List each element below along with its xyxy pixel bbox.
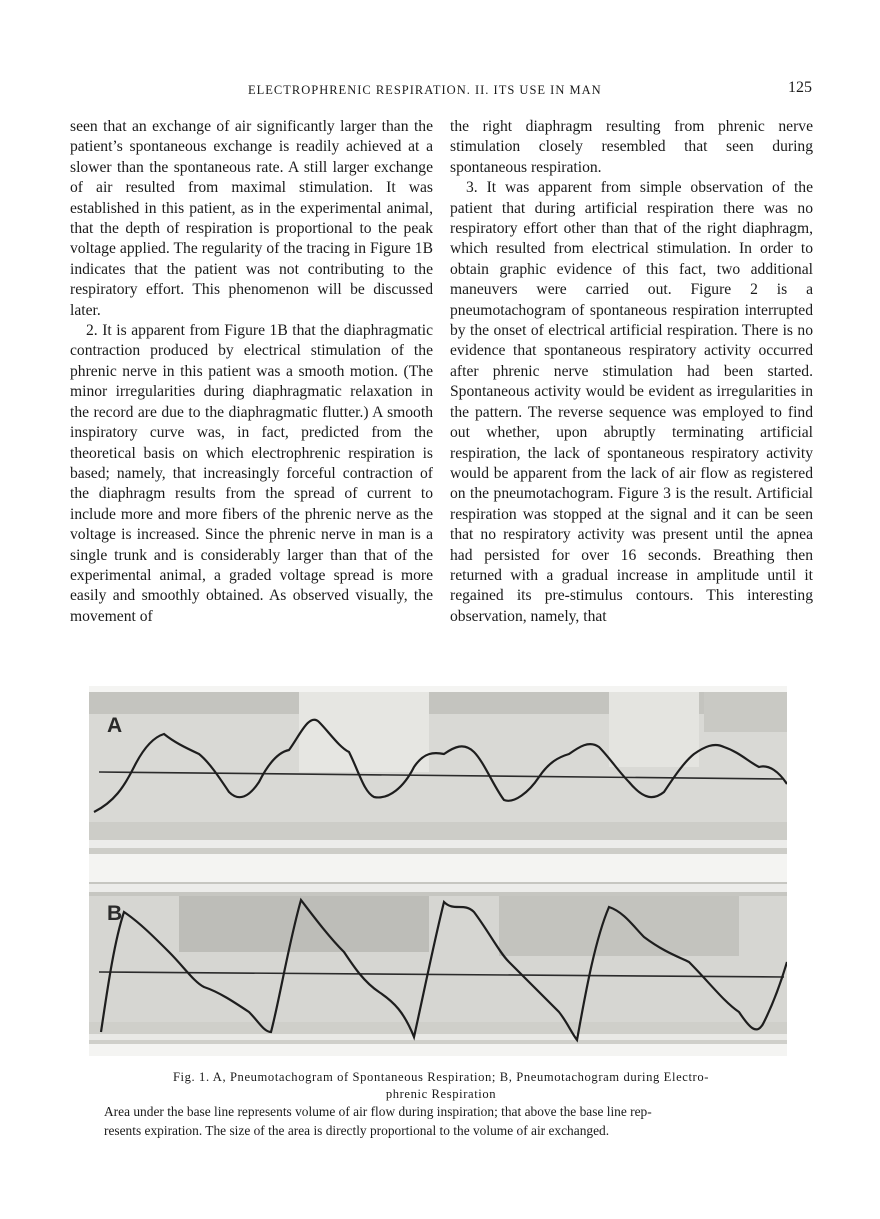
panel-a-sprocket-holes [89, 840, 787, 848]
left-column [70, 117, 433, 627]
caption-line-1: Fig. 1. A, Pneumotachogram of Spontaneous Respiration; B, Pneumotachogram during Electro- [172, 1070, 710, 1084]
figure-caption [80, 1069, 802, 1103]
right-column [450, 117, 813, 627]
panel-a-graph [89, 692, 787, 854]
panel-b-graph [89, 882, 787, 1044]
figure-1 [89, 686, 787, 1056]
right-paragraph-1: the right diaphragm resulting from phrenic nerve stimulation closely resembled that seen during spontaneous respiration. [450, 118, 813, 176]
left-paragraph-2: 2. It is apparent from Figure 1B that the diaphragmatic contraction produced by electrical stimulation of the phrenic nerve in this patient was a smooth motion. (The minor irregularities during diaphragmatic relaxation in the record are due to the diaphragmatic flutter.) A smooth inspiratory curve was, in fact, predicted from the theoretical basis on which electrophrenic respiration is based; namely, that increasingly forceful contraction of the diaphragm results from the spread of current to include more and more fibers of the phrenic nerve as the voltage is increased. Since the phrenic nerve in man is a single trunk and is considerably larger than that of the experimental animal, a graded voltage spread is more easily and smoothly obtained. As observed visually, the movement of [70, 322, 433, 625]
page-number: 125 [788, 79, 812, 96]
legend-line-2: resents expiration. The size of the area is directly proportional to the volume of air exchanged. [104, 1123, 610, 1138]
panel-b-label: B [107, 902, 123, 925]
panel-b [89, 882, 787, 1044]
left-paragraph-1: seen that an exchange of air significantly larger than the patient’s spontaneous exchange is readily achieved at a slower than the spontaneous rate. A still larger exchange of air resulted from maximal stimulation. It was established in this patient, as in the experimental animal, that the depth of respiration is proportional to the peak voltage applied. The regularity of the tracing in Figure 1B indicates that the patient was not contributing to the respiratory effort. This phenomenon will be discussed later. [70, 118, 433, 319]
caption-line-2: phrenic Respiration [385, 1087, 497, 1101]
panel-a-label: A [107, 714, 123, 737]
panel-a [89, 692, 787, 854]
running-title: ELECTROPHRENIC RESPIRATION. II. ITS USE IN MAN [248, 83, 602, 97]
running-header [70, 81, 812, 103]
right-paragraph-2: 3. It was apparent from simple observation of the patient that during artificial respiration there was no respiratory effort other than that of the right diaphragm, which resulted from electrical stimulation. In order to obtain graphic evidence of this fact, two additional maneuvers were carried out. Figure 2 is a pneumotachogram of spontaneous respiration interrupted by the onset of electrical artificial respiration. There is no evidence that spontaneous respiratory activity occurred after phrenic nerve stimulation had been started. Spontaneous activity would be evident as irregularities in the pattern. The reverse sequence was employed to find out whether, upon abruptly terminating artificial respiration, the lack of spontaneous respiratory activity would be apparent from the lack of air flow as registered on the pneumotachogram. Figure 3 is the result. Artificial respiration was stopped at the signal and it can be seen that no respiratory activity was present until the apnea had persisted for over 16 seconds. Breathing then returned with a gradual increase in amplitude until it regained its pre-stimulus contours. This interesting observation, namely, that [450, 179, 813, 625]
figure-legend [104, 1102, 784, 1140]
legend-line-1: Area under the base line represents volume of air flow during inspiration; that above the base line rep- [104, 1104, 652, 1119]
